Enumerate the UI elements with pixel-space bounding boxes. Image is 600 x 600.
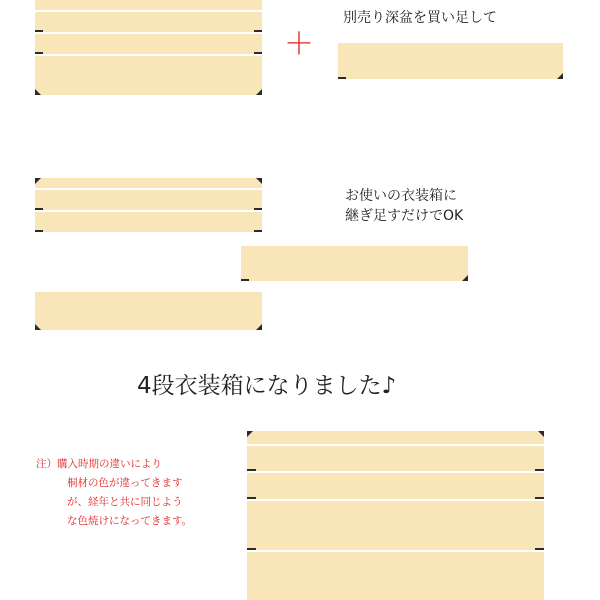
box-tier bbox=[35, 190, 262, 210]
corner-bracket bbox=[256, 178, 262, 184]
caption-just-add-line2: 継ぎ足すだけでOK bbox=[345, 208, 464, 224]
corner-bracket bbox=[247, 431, 253, 437]
corner-bracket bbox=[35, 178, 41, 184]
box-tier bbox=[247, 473, 544, 499]
corner-bracket bbox=[35, 89, 41, 95]
note-line-4: な色焼けになってきます。 bbox=[67, 515, 193, 527]
existing-box-top bbox=[35, 0, 262, 95]
box-tier-deep bbox=[247, 501, 544, 550]
handle-tick bbox=[338, 77, 346, 79]
tray-body bbox=[241, 246, 468, 281]
tray-body bbox=[338, 43, 563, 79]
box-tier bbox=[35, 178, 262, 188]
handle-tick bbox=[254, 208, 262, 210]
box-tier-deep bbox=[247, 552, 544, 600]
note-line-3: が、経年と共に同じよう bbox=[67, 496, 183, 508]
handle-tick bbox=[247, 548, 256, 550]
deep-tray bbox=[338, 43, 563, 79]
handle-tick bbox=[35, 230, 43, 232]
handle-tick bbox=[535, 548, 544, 550]
handle-tick bbox=[35, 208, 43, 210]
box-tier bbox=[35, 0, 262, 10]
stack-box-upper bbox=[35, 178, 262, 232]
corner-bracket bbox=[256, 324, 262, 330]
caption-just-add-line1: お使いの衣装箱に bbox=[345, 188, 457, 204]
box-tier bbox=[247, 446, 544, 471]
handle-tick bbox=[535, 497, 544, 499]
note-line-1: 注）購入時期の違いにより bbox=[36, 458, 162, 470]
box-tier bbox=[35, 212, 262, 232]
handle-tick bbox=[35, 52, 43, 54]
handle-tick bbox=[254, 230, 262, 232]
stack-deep-tray bbox=[241, 246, 468, 281]
assembled-four-tier-box bbox=[247, 431, 544, 600]
box-tier bbox=[35, 12, 262, 32]
box-tier bbox=[35, 34, 262, 54]
corner-bracket bbox=[256, 89, 262, 95]
corner-bracket bbox=[462, 275, 468, 281]
tray-body bbox=[35, 292, 262, 330]
caption-buy-deep-tray: 別売り深盆を買い足して bbox=[343, 10, 497, 26]
handle-tick bbox=[247, 469, 256, 471]
handle-tick bbox=[535, 469, 544, 471]
corner-bracket bbox=[35, 324, 41, 330]
handle-tick bbox=[35, 30, 43, 32]
box-tier bbox=[247, 431, 544, 444]
plus-sign: ＋ bbox=[284, 27, 314, 62]
handle-tick bbox=[247, 497, 256, 499]
handle-tick bbox=[254, 30, 262, 32]
stack-base-tray bbox=[35, 292, 262, 330]
corner-bracket bbox=[538, 431, 544, 437]
box-tier-deep bbox=[35, 56, 262, 95]
corner-bracket bbox=[557, 73, 563, 79]
note-line-2: 桐材の色が違ってきます bbox=[67, 477, 183, 489]
handle-tick bbox=[241, 279, 249, 281]
headline-four-tier: 4段衣装箱になりました♪ bbox=[137, 373, 397, 399]
handle-tick bbox=[254, 52, 262, 54]
